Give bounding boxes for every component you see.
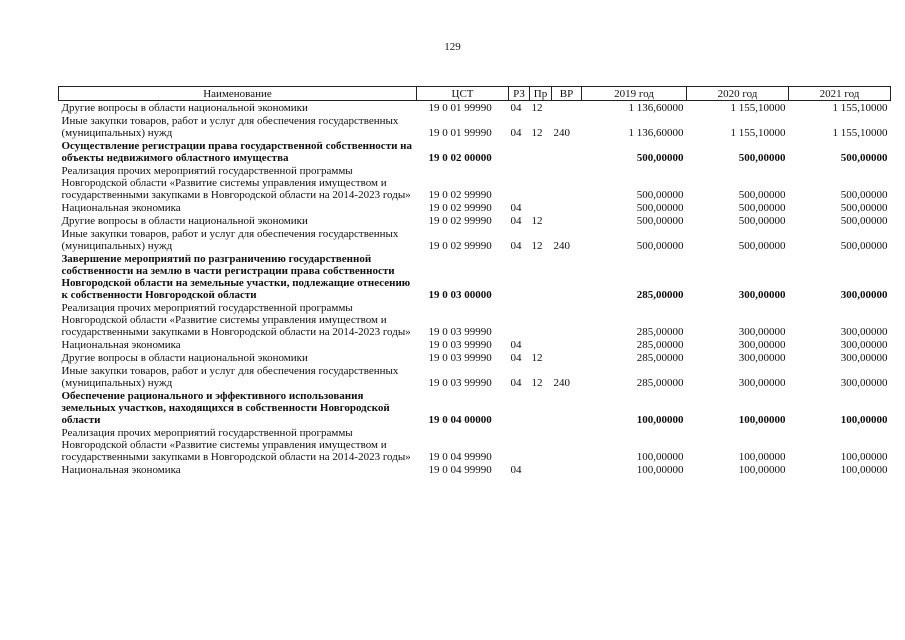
table-row xyxy=(59,214,891,227)
row-name: Национальная экономика xyxy=(61,202,181,214)
row-2019: 285,00000 xyxy=(636,326,684,338)
row-name: Национальная экономика xyxy=(61,464,181,476)
row-name: Иные закупки товаров, работ и услуг для обеспечения государственных (муниципальных) нужд xyxy=(61,365,399,389)
budget-table xyxy=(58,86,891,476)
header-name: Наименование xyxy=(59,87,417,101)
row-2020: 1 155,10000 xyxy=(730,102,786,114)
row-vr xyxy=(552,351,582,364)
row-2021: 500,00000 xyxy=(840,152,888,164)
row-2020: 100,00000 xyxy=(738,451,786,463)
row-cst: 19 0 02 99990 xyxy=(428,189,492,201)
row-pr xyxy=(530,164,552,201)
table-row xyxy=(59,389,891,426)
row-name: Реализация прочих мероприятий государственной программы Новгородской области «Развитие системы управления имуществом и государственными закупками в Новгородской области на 2014-2023 годы» xyxy=(61,302,411,338)
row-pr: 12 xyxy=(531,215,543,227)
row-pr xyxy=(530,426,552,463)
header-cst: ЦСТ xyxy=(417,87,509,101)
row-pr xyxy=(530,201,552,214)
row-pr xyxy=(530,301,552,338)
row-2020: 300,00000 xyxy=(738,352,786,364)
row-2021: 1 155,10000 xyxy=(832,127,888,139)
header-pr: Пр xyxy=(530,87,552,101)
row-rz xyxy=(509,301,530,338)
table-header-row xyxy=(59,87,891,101)
table-row xyxy=(59,252,891,301)
row-2021: 500,00000 xyxy=(840,215,888,227)
row-2019: 100,00000 xyxy=(636,451,684,463)
row-rz: 04 xyxy=(510,202,522,214)
row-rz: 04 xyxy=(510,240,522,252)
row-2019: 500,00000 xyxy=(636,152,684,164)
table-row xyxy=(59,139,891,164)
row-rz: 04 xyxy=(510,215,522,227)
table-row xyxy=(59,364,891,389)
row-pr xyxy=(530,463,552,476)
row-2021: 500,00000 xyxy=(840,189,888,201)
row-vr: 240 xyxy=(553,377,570,389)
row-vr xyxy=(552,164,582,201)
row-2019: 285,00000 xyxy=(636,339,684,351)
row-name: Реализация прочих мероприятий государственной программы Новгородской области «Развитие системы управления имуществом и государственными закупками в Новгородской области на 2014-2023 годы» xyxy=(61,427,411,463)
row-rz: 04 xyxy=(510,464,522,476)
row-2019: 100,00000 xyxy=(636,414,684,426)
row-2021: 1 155,10000 xyxy=(832,102,888,114)
row-vr xyxy=(552,252,582,301)
table-row xyxy=(59,164,891,201)
row-2019: 1 136,60000 xyxy=(628,127,684,139)
table-row xyxy=(59,227,891,252)
row-rz xyxy=(509,426,530,463)
row-pr xyxy=(530,389,552,426)
row-name: Завершение мероприятий по разграничению государственной собственности на землю в части регистрации права собственности Новгородской области на земельные участки, подлежащие отнесению к собственности Новгородской области xyxy=(61,253,411,301)
row-pr: 12 xyxy=(531,240,543,252)
row-cst: 19 0 02 00000 xyxy=(428,152,492,164)
header-2020: 2020 год xyxy=(687,87,789,101)
row-name: Реализация прочих мероприятий государственной программы Новгородской области «Развитие системы управления имуществом и государственными закупками в Новгородской области на 2014-2023 годы» xyxy=(61,165,411,201)
table-row xyxy=(59,114,891,139)
row-pr: 12 xyxy=(531,127,543,139)
row-2020: 500,00000 xyxy=(738,202,786,214)
row-rz xyxy=(509,139,530,164)
row-cst: 19 0 01 99990 xyxy=(428,102,492,114)
row-cst: 19 0 03 99990 xyxy=(428,339,492,351)
row-cst: 19 0 03 00000 xyxy=(428,289,492,301)
row-vr xyxy=(552,139,582,164)
row-2021: 300,00000 xyxy=(840,289,888,301)
row-2020: 500,00000 xyxy=(738,215,786,227)
row-pr xyxy=(530,338,552,351)
row-name: Национальная экономика xyxy=(61,339,181,351)
row-pr: 12 xyxy=(531,377,543,389)
row-name: Другие вопросы в области национальной экономики xyxy=(61,215,308,227)
table-row xyxy=(59,301,891,338)
table-body xyxy=(59,101,891,477)
row-2019: 1 136,60000 xyxy=(628,102,684,114)
row-cst: 19 0 04 99990 xyxy=(428,464,492,476)
row-2020: 500,00000 xyxy=(738,240,786,252)
row-2020: 500,00000 xyxy=(738,152,786,164)
table-row xyxy=(59,463,891,476)
row-rz: 04 xyxy=(510,339,522,351)
row-pr xyxy=(530,252,552,301)
row-cst: 19 0 01 99990 xyxy=(428,127,492,139)
row-2020: 300,00000 xyxy=(738,289,786,301)
row-rz: 04 xyxy=(510,102,522,114)
row-2021: 300,00000 xyxy=(840,326,888,338)
row-2020: 300,00000 xyxy=(738,377,786,389)
row-name: Другие вопросы в области национальной экономики xyxy=(61,352,308,364)
table-row xyxy=(59,338,891,351)
row-cst: 19 0 03 99990 xyxy=(428,377,492,389)
row-vr xyxy=(552,338,582,351)
row-rz xyxy=(509,389,530,426)
row-pr: 12 xyxy=(531,352,543,364)
row-vr: 240 xyxy=(553,240,570,252)
header-2019: 2019 год xyxy=(582,87,687,101)
row-name: Обеспечение рационального и эффективного использования земельных участков, находящихся в собственности Новгородской области xyxy=(61,390,390,426)
row-2021: 100,00000 xyxy=(840,451,888,463)
row-name: Осуществление регистрации права государственной собственности на объекты недвижимого областного имущества xyxy=(61,140,413,164)
row-2019: 285,00000 xyxy=(636,377,684,389)
row-2019: 500,00000 xyxy=(636,240,684,252)
table-row xyxy=(59,101,891,115)
row-2020: 500,00000 xyxy=(738,189,786,201)
row-cst: 19 0 04 99990 xyxy=(428,451,492,463)
table-row xyxy=(59,351,891,364)
row-rz: 04 xyxy=(510,377,522,389)
row-2020: 300,00000 xyxy=(738,339,786,351)
row-2021: 100,00000 xyxy=(840,464,888,476)
row-rz: 04 xyxy=(510,352,522,364)
row-2020: 100,00000 xyxy=(738,414,786,426)
row-2020: 1 155,10000 xyxy=(730,127,786,139)
table-row xyxy=(59,201,891,214)
row-rz xyxy=(509,164,530,201)
row-2020: 300,00000 xyxy=(738,326,786,338)
row-2019: 100,00000 xyxy=(636,464,684,476)
row-2021: 300,00000 xyxy=(840,377,888,389)
row-2019: 285,00000 xyxy=(636,289,684,301)
row-name: Иные закупки товаров, работ и услуг для обеспечения государственных (муниципальных) нужд xyxy=(61,115,399,139)
row-2019: 500,00000 xyxy=(636,215,684,227)
row-name: Иные закупки товаров, работ и услуг для обеспечения государственных (муниципальных) нужд xyxy=(61,228,399,252)
row-cst: 19 0 03 99990 xyxy=(428,352,492,364)
row-vr xyxy=(552,426,582,463)
row-cst: 19 0 02 99990 xyxy=(428,202,492,214)
row-vr xyxy=(552,389,582,426)
header-rz: РЗ xyxy=(509,87,530,101)
row-pr: 12 xyxy=(531,102,543,114)
table-row xyxy=(59,426,891,463)
row-cst: 19 0 04 00000 xyxy=(428,414,492,426)
row-2019: 500,00000 xyxy=(636,189,684,201)
row-2020: 100,00000 xyxy=(738,464,786,476)
row-vr xyxy=(552,301,582,338)
row-rz xyxy=(509,252,530,301)
row-vr: 240 xyxy=(553,127,570,139)
row-vr xyxy=(552,101,582,115)
row-2019: 285,00000 xyxy=(636,352,684,364)
row-2021: 300,00000 xyxy=(840,352,888,364)
header-2021: 2021 год xyxy=(789,87,891,101)
row-2021: 100,00000 xyxy=(840,414,888,426)
page-number: 129 xyxy=(444,41,461,53)
row-cst: 19 0 02 99990 xyxy=(428,240,492,252)
row-rz: 04 xyxy=(510,127,522,139)
row-2019: 500,00000 xyxy=(636,202,684,214)
row-vr xyxy=(552,214,582,227)
header-vr: ВР xyxy=(552,87,582,101)
row-vr xyxy=(552,201,582,214)
row-2021: 500,00000 xyxy=(840,240,888,252)
row-vr xyxy=(552,463,582,476)
row-cst: 19 0 03 99990 xyxy=(428,326,492,338)
row-name: Другие вопросы в области национальной экономики xyxy=(61,102,308,114)
row-pr xyxy=(530,139,552,164)
row-2021: 300,00000 xyxy=(840,339,888,351)
row-cst: 19 0 02 99990 xyxy=(428,215,492,227)
row-2021: 500,00000 xyxy=(840,202,888,214)
